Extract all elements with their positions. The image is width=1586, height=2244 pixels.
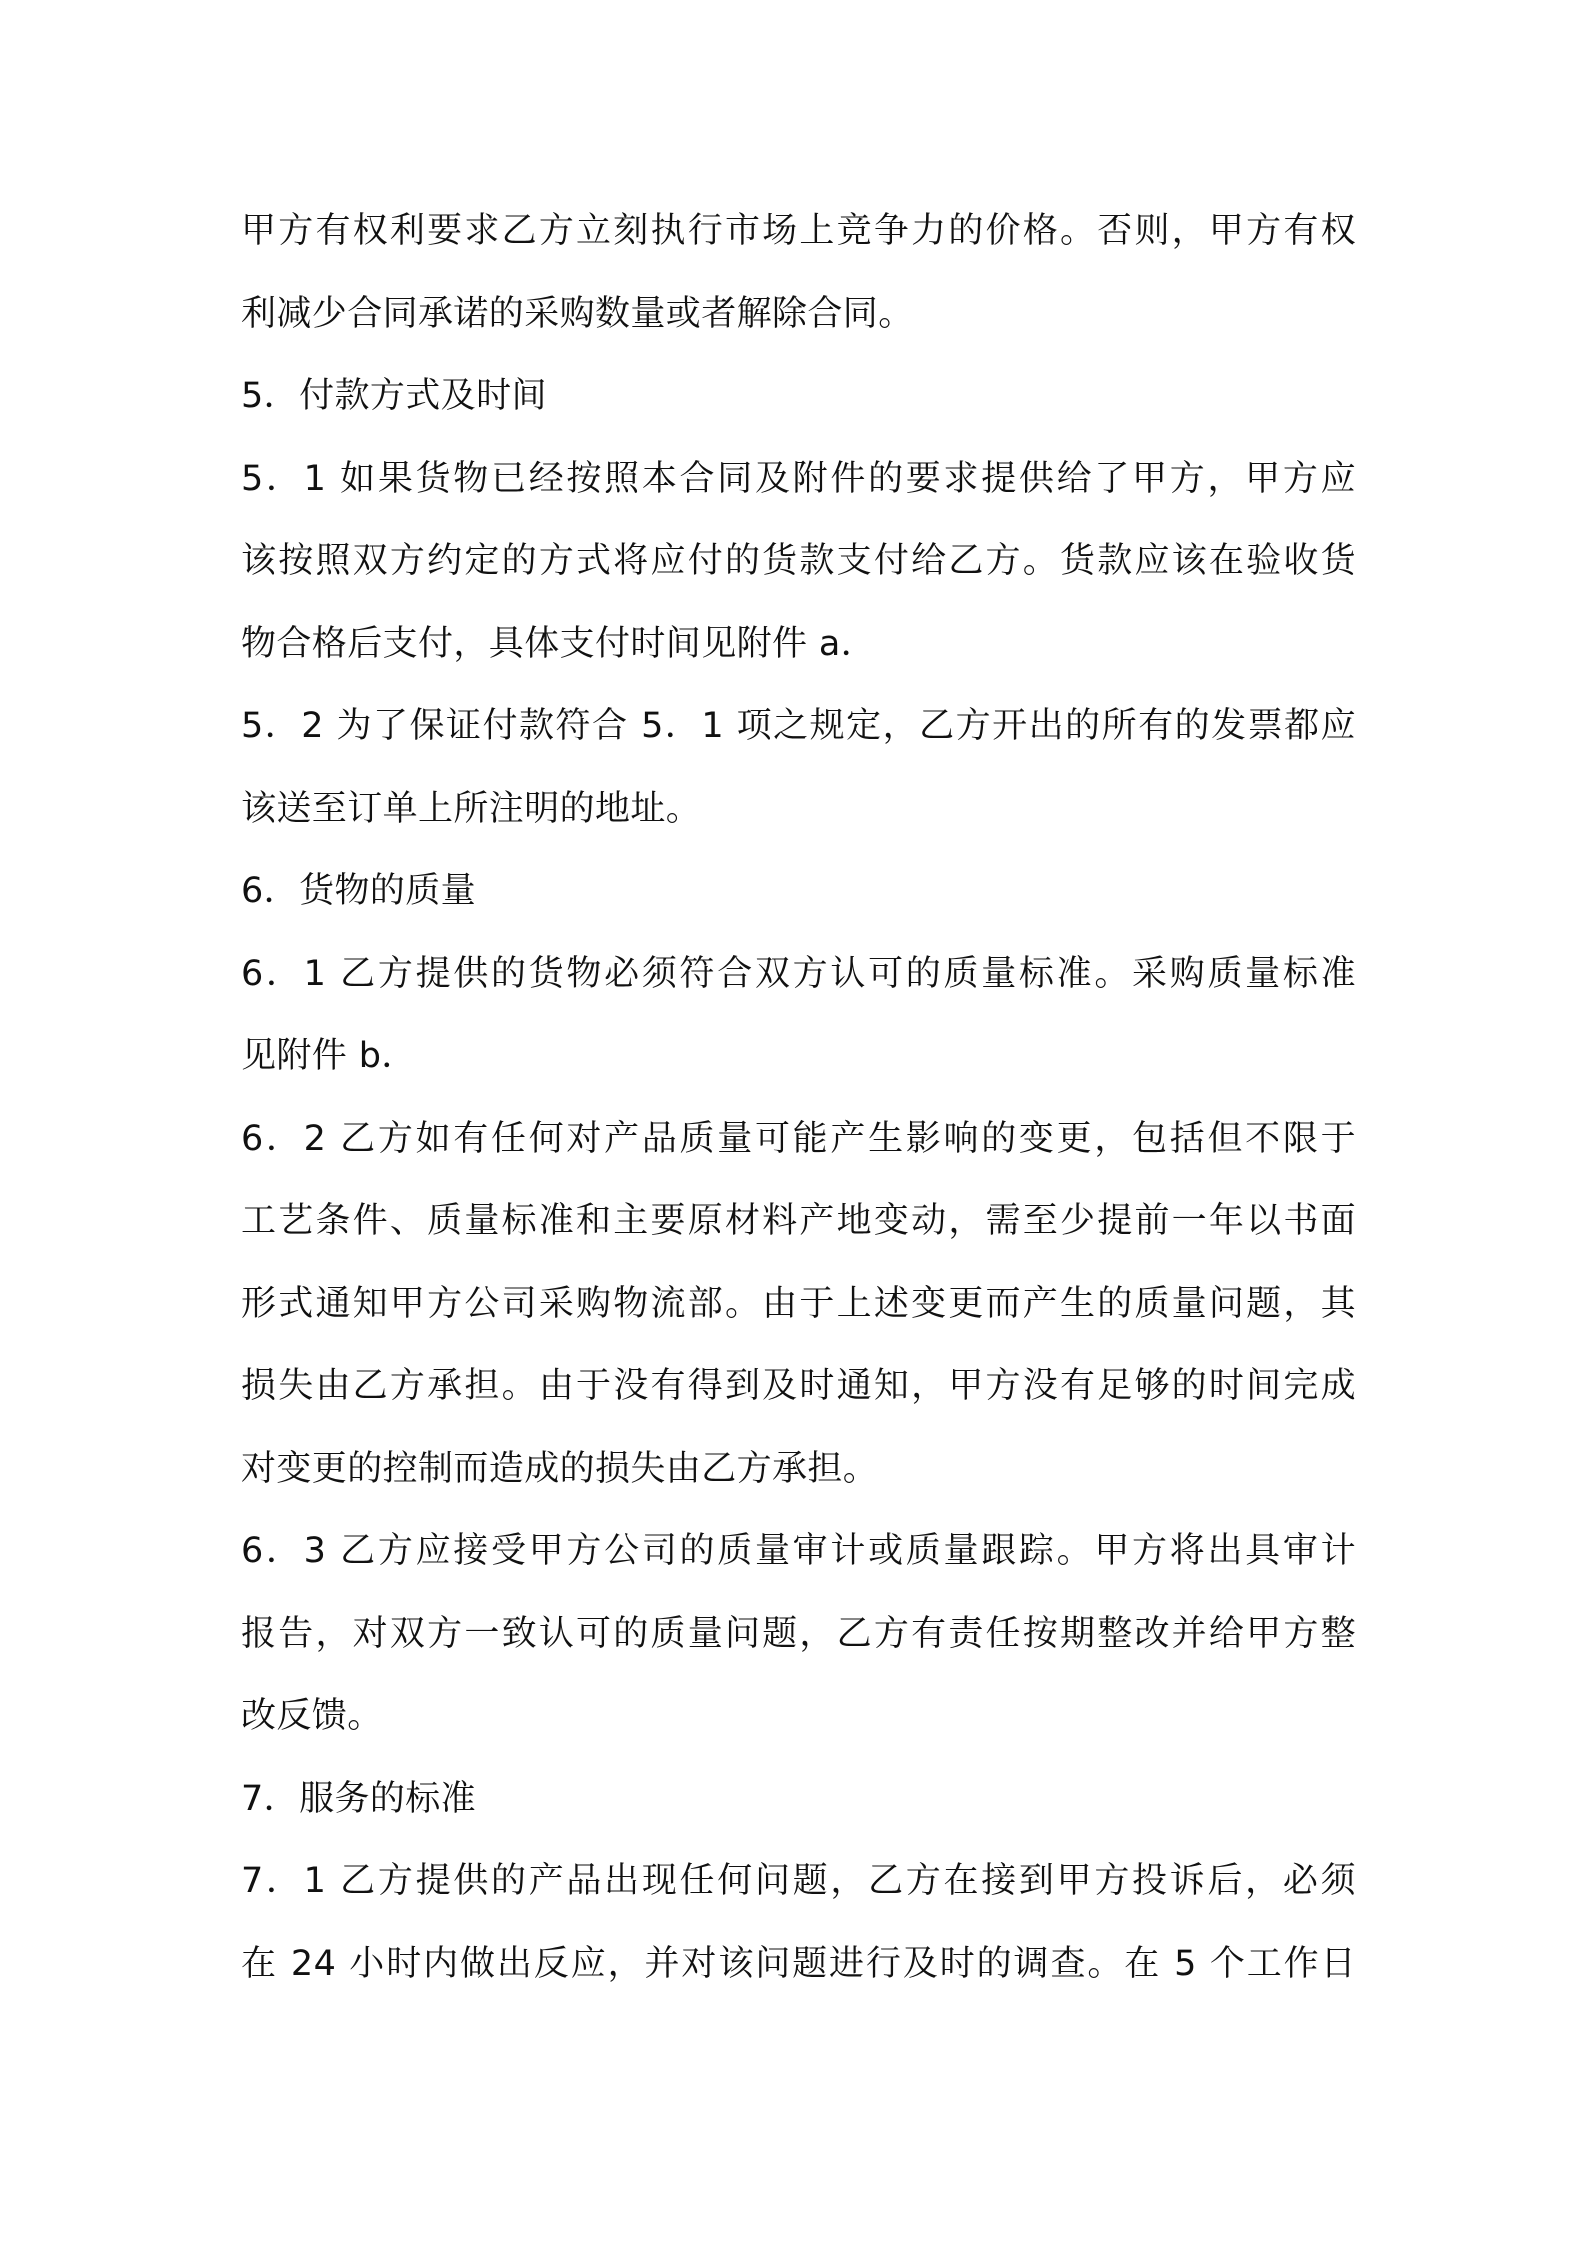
text-line: 工艺条件、质量标准和主要原材料产地变动，需至少提前一年以书面 — [241, 1201, 1356, 1241]
text-line: 改反馈。 — [241, 1696, 383, 1736]
text-line: 7．1 乙方提供的产品出现任何问题，乙方在接到甲方投诉后，必须 — [241, 1861, 1356, 1901]
text-line: 损失由乙方承担。由于没有得到及时通知，甲方没有足够的时间完成 — [241, 1366, 1356, 1406]
section-heading: 6．货物的质量 — [241, 871, 477, 911]
text-line: 5．1 如果货物已经按照本合同及附件的要求提供给了甲方，甲方应 — [241, 458, 1356, 499]
text-line: 6．1 乙方提供的货物必须符合双方认可的质量标准。采购质量标准 — [241, 953, 1356, 994]
text-line: 该按照双方约定的方式将应付的货款支付给乙方。货款应该在验收货 — [241, 541, 1356, 581]
text-line: 该送至订单上所注明的地址。 — [241, 788, 702, 829]
text-line: 物合格后支付，具体支付时间见附件 a． — [241, 623, 877, 664]
text-line: 5．2 为了保证付款符合 5．1 项之规定，乙方开出的所有的发票都应 — [241, 706, 1356, 746]
text-line: 报告，对双方一致认可的质量问题，乙方有责任按期整改并给甲方整 — [241, 1613, 1356, 1654]
section-heading: 5．付款方式及时间 — [241, 376, 547, 416]
text-line: 6．2 乙方如有任何对产品质量可能产生影响的变更，包括但不限于 — [241, 1118, 1356, 1159]
text-line: 6．3 乙方应接受甲方公司的质量审计或质量跟踪。甲方将出具审计 — [241, 1531, 1356, 1571]
text-line: 在 24 小时内做出反应，并对该问题进行及时的调查。在 5 个工作日 — [241, 1943, 1356, 1984]
document-body — [241, 190, 1356, 2005]
text-line: 甲方有权利要求乙方立刻执行市场上竞争力的价格。否则，甲方有权 — [241, 211, 1356, 251]
text-line: 对变更的控制而造成的损失由乙方承担。 — [241, 1448, 879, 1489]
text-line: 形式通知甲方公司采购物流部。由于上述变更而产生的质量问题，其 — [241, 1283, 1356, 1324]
text-line: 利减少合同承诺的采购数量或者解除合同。 — [241, 293, 914, 334]
text-line: 见附件 b． — [241, 1036, 417, 1076]
section-heading: 7．服务的标准 — [241, 1778, 477, 1819]
